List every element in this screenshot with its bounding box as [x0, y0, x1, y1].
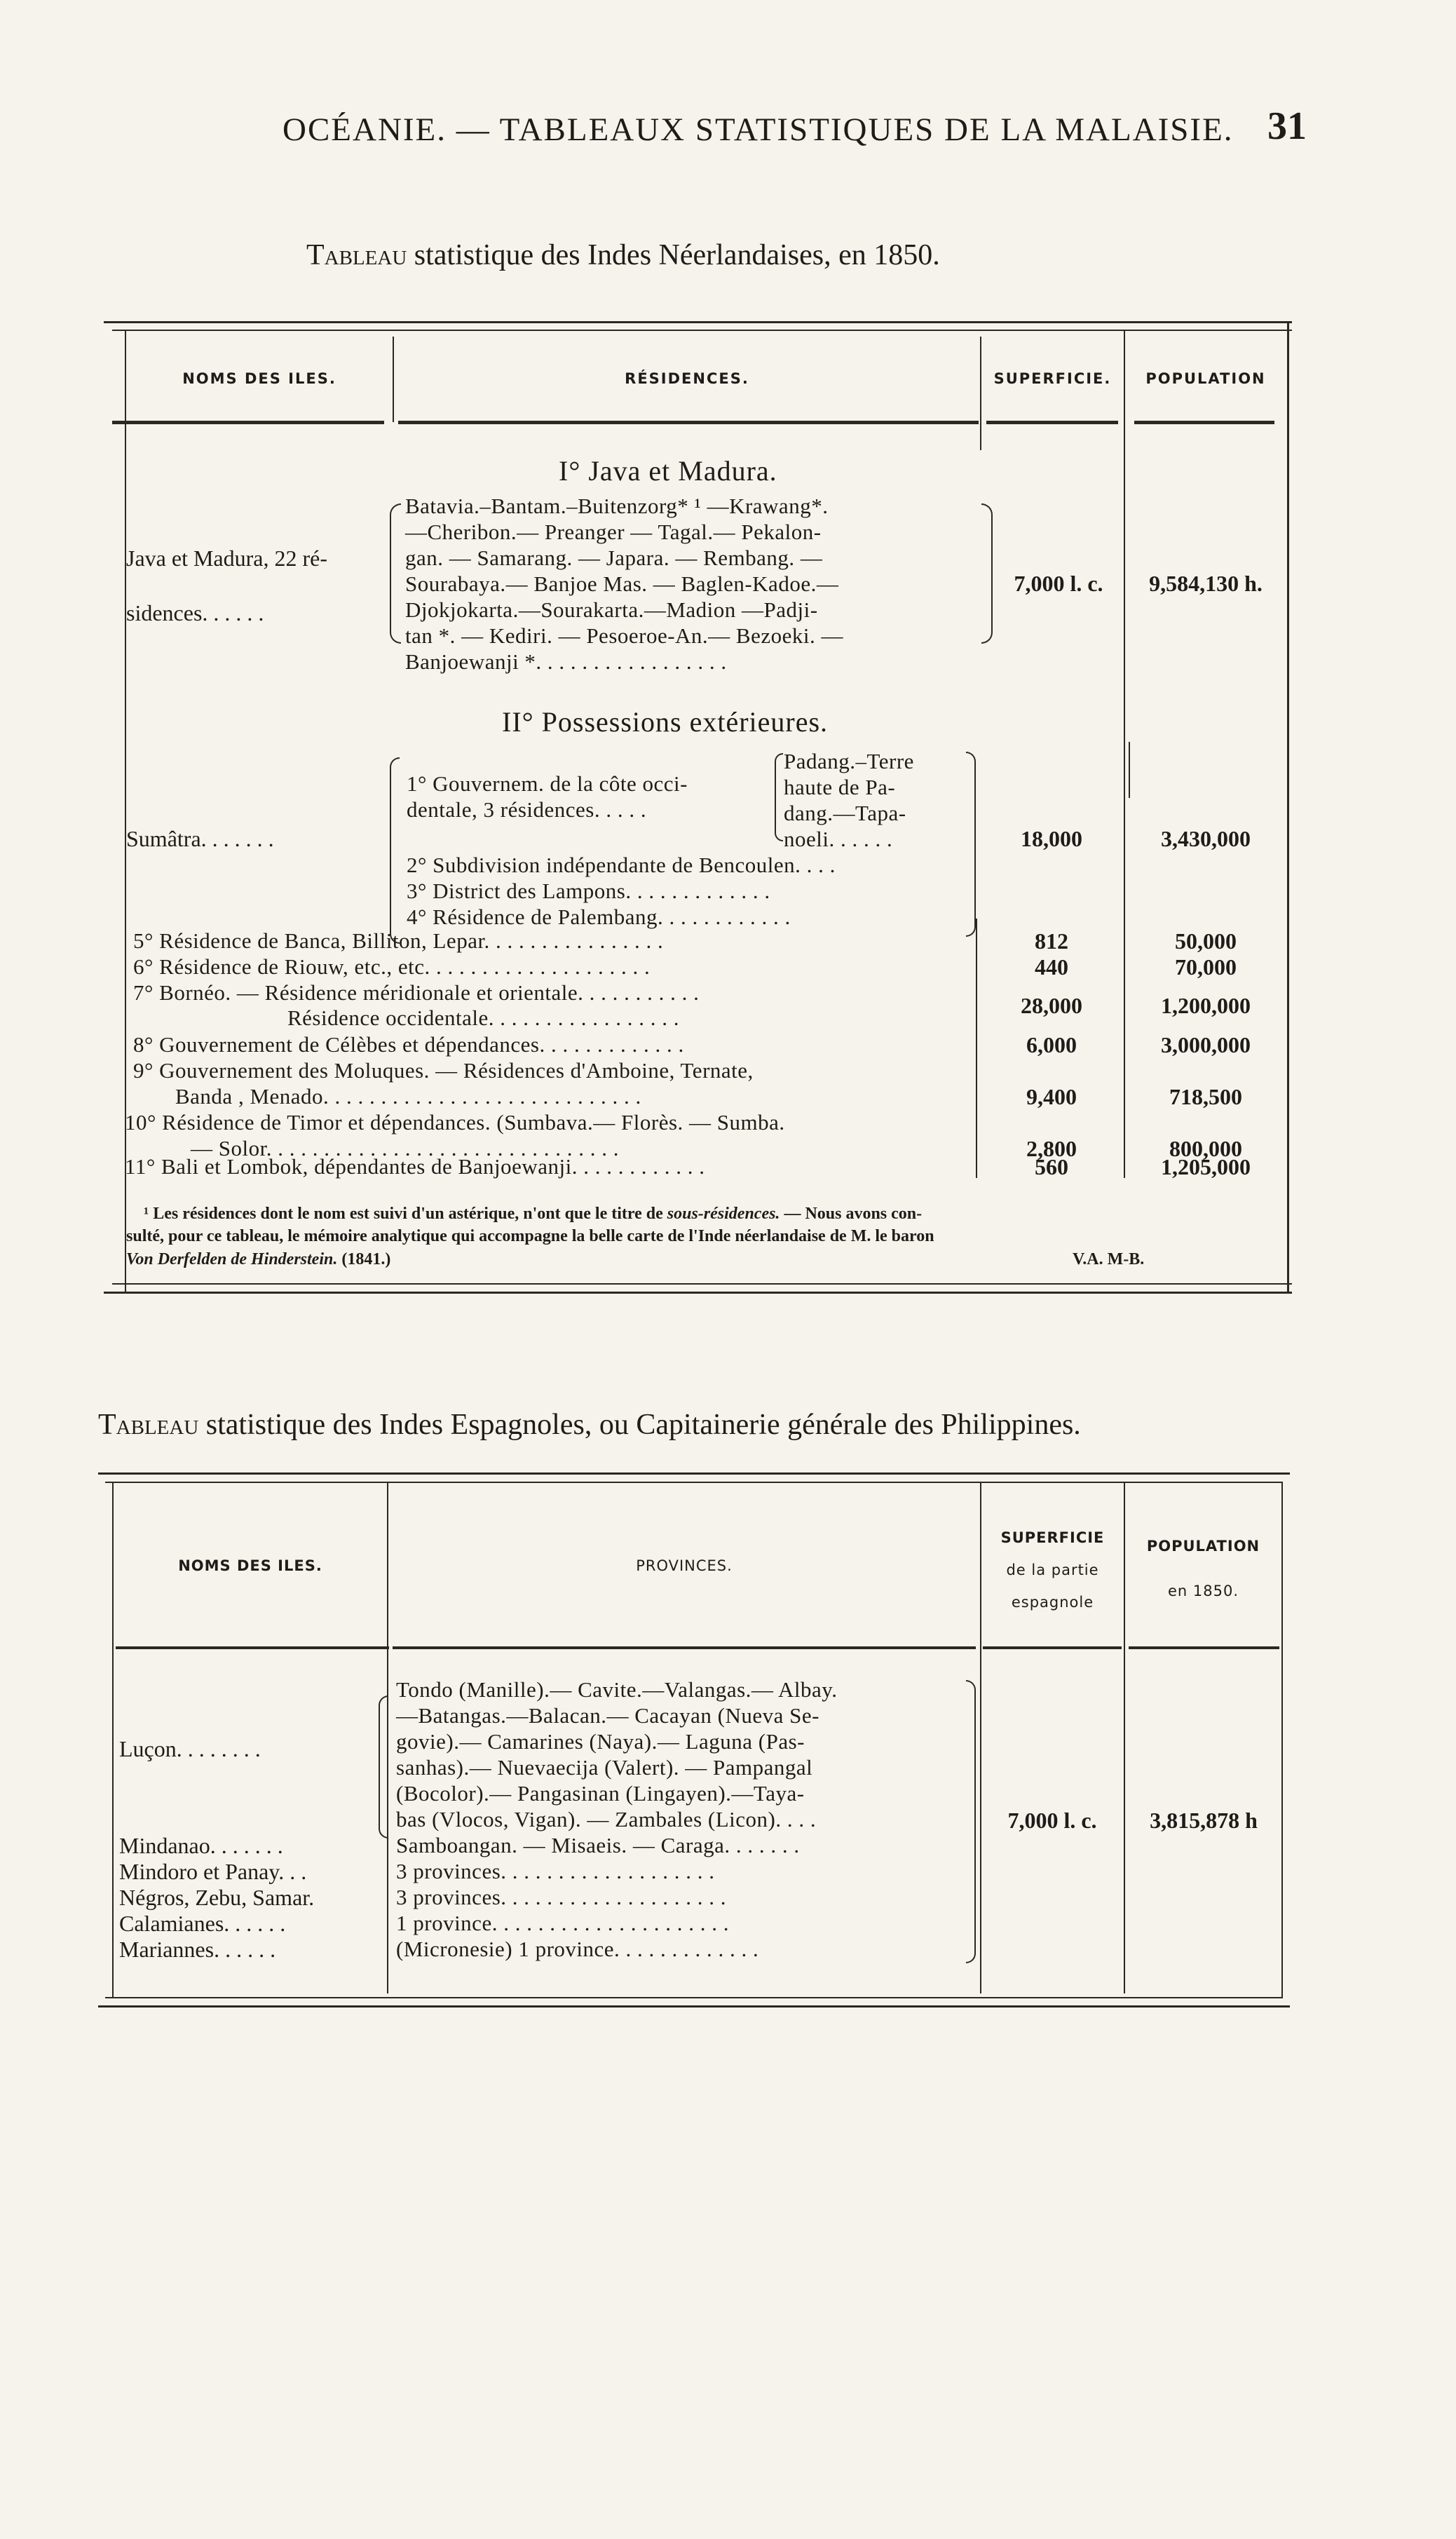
- table1-row-text: 6° Résidence de Riouw, etc., etc. . . . . . . . . . . . . . . . . . . .: [133, 954, 651, 979]
- table1-row-population: 800,000: [1169, 1136, 1242, 1161]
- table1-row-text2: Banda , Menado. . . . . . . . . . . . . . . . . . . . . . . . . . . .: [175, 1084, 641, 1109]
- island-provinces: (Micronesie) 1 province. . . . . . . . . . . . .: [396, 1937, 759, 1961]
- table2-header-population-l2: en 1850.: [1167, 1583, 1239, 1599]
- table2-header-provinces: PROVINCES.: [636, 1557, 733, 1574]
- java-island-line1: Java et Madura, 22 ré-: [126, 546, 327, 571]
- sumatra-sub-line: Padang.–Terre: [784, 749, 914, 773]
- island-provinces: 3 provinces. . . . . . . . . . . . . . . . . . .: [396, 1859, 715, 1883]
- running-header: OCÉANIE. — TABLEAUX STATISTIQUES DE LA MALAISIE.: [283, 111, 1234, 148]
- sumatra-left-brace: [390, 757, 400, 944]
- java-residence-line: Batavia.–Bantam.–Buitenzorg* ¹ —Krawang*.: [405, 494, 829, 518]
- table1-header-residences: RÉSIDENCES.: [625, 370, 749, 387]
- java-residence-line: gan. — Samarang. — Japara. — Rembang. —: [405, 546, 823, 570]
- sumatra-sub-line: dang.—Tapa-: [784, 801, 906, 825]
- footnote-italic: Von Derfelden de Hinderstein.: [126, 1250, 338, 1268]
- table1-title-rest: statistique des Indes Néerlandaises, en 1850.: [414, 239, 940, 271]
- island-provinces: 1 province. . . . . . . . . . . . . . . . . . . . .: [396, 1911, 729, 1935]
- table1-row-surface: 28,000: [1021, 993, 1082, 1018]
- table1-row-surface: 812: [1035, 928, 1068, 954]
- table1-row-population: 3,000,000: [1161, 1032, 1251, 1057]
- java-residence-line: —Cheribon.— Preanger — Tagal.— Pekalon-: [405, 520, 822, 544]
- footnote-text: (1841.): [341, 1250, 391, 1268]
- table1-row-text: 9° Gouvernement des Moluques. — Résidences d'Amboine, Ternate,: [133, 1058, 754, 1083]
- java-residence-line: Banjoewanji *. . . . . . . . . . . . . . . . .: [405, 649, 727, 674]
- sumatra-inner-brace: [775, 753, 783, 841]
- philippines-right-brace: [966, 1680, 976, 1963]
- table1-row-population: 50,000: [1175, 928, 1237, 954]
- sumatra-surface: 18,000: [1021, 826, 1082, 851]
- sumatra-gov-line1: 1° Gouvernem. de la côte occi-: [407, 771, 688, 796]
- sumatra-population: 3,430,000: [1161, 826, 1251, 851]
- table2-title-sc: Tableau: [98, 1409, 199, 1441]
- table1-row-text: 11° Bali et Lombok, dépendantes de Banjoewanji. . . . . . . . . . . .: [125, 1154, 705, 1179]
- table1-row-population: 1,205,000: [1161, 1154, 1251, 1179]
- luzon-left-brace: [379, 1695, 388, 1839]
- luzon-province-line: bas (Vlocos, Vigan). — Zambales (Licon). . . .: [396, 1807, 817, 1832]
- philippines-population: 3,815,878 h: [1150, 1808, 1258, 1833]
- table2-header-surface-l1: SUPERFICIE: [1000, 1529, 1105, 1546]
- sumatra-line: 3° District des Lampons. . . . . . . . . . . . .: [407, 879, 770, 903]
- java-left-brace: [390, 503, 401, 644]
- sumatra-gov-line2: dentale, 3 résidences. . . . .: [407, 797, 647, 822]
- island-provinces: 3 provinces. . . . . . . . . . . . . . . . . . . .: [396, 1885, 727, 1909]
- island-name: Mariannes. . . . . .: [119, 1937, 276, 1962]
- section-java-madura: I° Java et Madura.: [559, 455, 777, 487]
- table1-row-text: 5° Résidence de Banca, Billiton, Lepar. . . . . . . . . . . . . . . .: [133, 928, 664, 953]
- table1-row-surface: 560: [1035, 1154, 1068, 1179]
- table2-header-surface-l2: de la partie: [1006, 1562, 1099, 1578]
- table1-row-text: 7° Bornéo. — Résidence méridionale et orientale. . . . . . . . . . .: [133, 980, 700, 1005]
- luzon-province-line: (Bocolor).— Pangasinan (Lingayen).—Taya-: [396, 1781, 805, 1806]
- table1-title-sc: Tableau: [306, 239, 407, 271]
- philippines-surface: 7,000 l. c.: [1007, 1808, 1097, 1833]
- table1-row-text2: — Solor. . . . . . . . . . . . . . . . . . . . . . . . . . . . . . .: [191, 1136, 619, 1160]
- java-residence-line: tan *. — Kediri. — Pesoeroe-An.— Bezoeki. —: [405, 623, 844, 648]
- table1-row-surface: 6,000: [1026, 1032, 1077, 1057]
- table1-row-surface: 440: [1035, 954, 1068, 980]
- sumatra-sub-line: haute de Pa-: [784, 775, 896, 799]
- table1-header-islands: NOMS DES ILES.: [182, 370, 336, 387]
- luzon-province-line: govie).— Camarines (Naya).— Laguna (Pas-: [396, 1729, 805, 1754]
- footnote-italic: sous-résidences.: [667, 1205, 780, 1223]
- sumatra-right-brace: [966, 752, 976, 937]
- table1-row-population: 1,200,000: [1161, 993, 1251, 1018]
- table1-row-surface: 9,400: [1026, 1084, 1077, 1109]
- island-name: Mindanao. . . . . . .: [119, 1833, 283, 1858]
- table1-header-population: POPULATION: [1145, 370, 1266, 387]
- table1-footnote-line1: [144, 1205, 922, 1224]
- table1-row-text: 8° Gouvernement de Célèbes et dépendances. . . . . . . . . . . . .: [133, 1032, 684, 1057]
- island-name: Négros, Zebu, Samar.: [119, 1885, 315, 1910]
- table1-row-population: 718,500: [1169, 1084, 1242, 1109]
- table1-row-surface: 2,800: [1026, 1136, 1077, 1161]
- island-provinces: Samboangan. — Misaeis. — Caraga. . . . . . .: [396, 1833, 800, 1857]
- table1-footnote-line2: sulté, pour ce tableau, le mémoire analytique qui accompagne la belle carte de l'Inde néerlandaise de M. le baron: [126, 1227, 934, 1245]
- footnote-text: — Nous avons con-: [784, 1205, 923, 1223]
- page-number: 31: [1267, 104, 1307, 148]
- sumatra-line: 4° Résidence de Palembang. . . . . . . . . . . .: [407, 905, 791, 929]
- table2-title: [98, 1408, 1081, 1442]
- footnote-text: ¹ Les résidences dont le nom est suivi d'un astérique, n'ont que le titre de: [144, 1205, 663, 1223]
- sumatra-sub-line: noeli. . . . . .: [784, 827, 893, 851]
- section-possessions: II° Possessions extérieures.: [502, 706, 829, 738]
- java-island-line2: sidences. . . . . .: [126, 600, 264, 625]
- table2-header-population-l1: POPULATION: [1146, 1538, 1260, 1555]
- island-name: Calamianes. . . . . .: [119, 1911, 286, 1936]
- sumatra-line: 2° Subdivision indépendante de Bencoulen. . . .: [407, 853, 836, 877]
- luzon-province-line: sanhas).— Nuevaecija (Valert). — Pampangal: [396, 1755, 813, 1780]
- java-residence-line: Sourabaya.— Banjoe Mas. — Baglen-Kadoe.—: [405, 571, 839, 596]
- table1-header-surface: SUPERFICIE.: [993, 370, 1112, 387]
- table1-row-text2: Résidence occidentale. . . . . . . . . . . . . . . . .: [287, 1006, 680, 1030]
- java-population: 9,584,130 h.: [1149, 571, 1263, 596]
- java-right-brace: [981, 503, 993, 644]
- luzon-province-line: —Batangas.—Balacan.— Cacayan (Nueva Se-: [396, 1703, 819, 1728]
- table1-row-population: 70,000: [1175, 954, 1237, 980]
- sumatra-island: Sumâtra. . . . . . .: [126, 826, 274, 851]
- java-residence-line: Djokjokarta.—Sourakarta.—Madion —Padji-: [405, 597, 818, 622]
- java-surface: 7,000 l. c.: [1014, 571, 1103, 596]
- table1-row-text: 10° Résidence de Timor et dépendances. (Sumbava.— Florès. — Sumba.: [125, 1110, 785, 1135]
- table1-title: [306, 238, 940, 272]
- table1-signature: V.A. M-B.: [1073, 1250, 1145, 1268]
- luzon-island: Luçon. . . . . . . .: [119, 1736, 261, 1761]
- table2-header-surface-l3: espagnole: [1011, 1594, 1094, 1611]
- luzon-province-line: Tondo (Manille).— Cavite.—Valangas.— Albay.: [396, 1677, 838, 1702]
- table2-title-rest: statistique des Indes Espagnoles, ou Capitainerie générale des Philippines.: [205, 1409, 1081, 1441]
- table2-header-islands: NOMS DES ILES.: [178, 1557, 322, 1574]
- island-name: Mindoro et Panay. . .: [119, 1859, 307, 1884]
- table1-footnote-line3: [126, 1250, 390, 1269]
